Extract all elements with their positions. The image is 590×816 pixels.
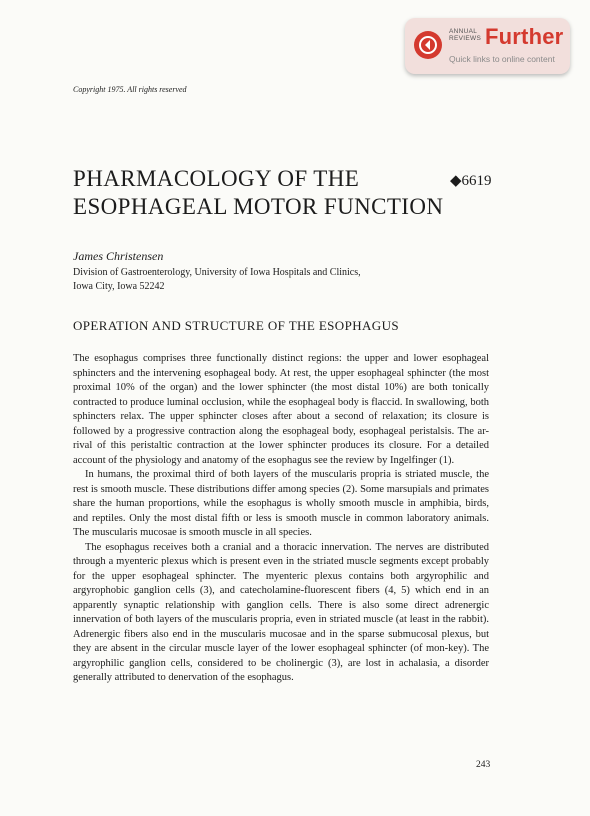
further-logo-icon — [414, 31, 442, 59]
author-affiliation — [73, 266, 361, 294]
body-text — [73, 352, 489, 686]
annual-reviews-further-badge[interactable] — [405, 18, 570, 74]
title-line-1: PHARMACOLOGY OF THE — [73, 166, 360, 191]
section-heading: OPERATION AND STRUCTURE OF THE ESOPHAGUS — [73, 318, 399, 333]
paragraph: The esophagus comprises three functionally distinct regions: the upper and lower esophageal sphincters and the intervening esophageal body. At rest, the upper esophageal sphincter (the most proximal 10% of the organ) and the lower sphincter (the most distal 10%) are both tonically contracted to produce luminal occlusion, while the esophageal body is flaccid. In swallowing, both sphincters relax. The upper sphincter closes after about a second of relaxation; its closure is followed by a progressive contraction along the esophageal body, esophageal peristalsis. The ar-rival of this peristaltic contraction at the lower sphincter produces its closure. For a detailed account of the physiology and anatomy of the esophagus see the review by Ingelfinger (1). — [73, 353, 489, 466]
paragraph: In humans, the proximal third of both layers of the muscularis propria is striated muscle, the rest is smooth muscle. These distributions differ among species (2). Some marsupials and primates share the human proportions, while the esophagus is wholly smooth muscle in amphibia, birds, and reptiles. Only the most distal fifth or less is smooth muscle in common laboratory animals. The muscularis mucosae is smooth muscle in all species. — [73, 469, 489, 538]
affiliation-line-1: Division of Gastroenterology, University of Iowa Hospitals and Clinics, — [73, 267, 361, 278]
annual-reviews-wordmark — [449, 28, 481, 42]
brand-line-2: REVIEWS — [449, 35, 482, 42]
further-subtitle: Quick links to online content — [449, 54, 555, 64]
brand-line-1: ANNUAL — [449, 28, 478, 35]
author-name: James Christensen — [73, 249, 164, 263]
further-label: Further — [485, 24, 564, 49]
title-line-2: ESOPHAGEAL MOTOR FUNCTION — [73, 194, 444, 219]
affiliation-line-2: Iowa City, Iowa 52242 — [73, 281, 165, 292]
copyright-notice: Copyright 1975. All rights reserved — [73, 85, 187, 94]
page-number: 243 — [476, 760, 491, 770]
article-code: ◆6619 — [450, 173, 492, 189]
article-title — [73, 165, 443, 221]
paragraph: The esophagus receives both a cranial and a thoracic innervation. The nerves are distributed through a myenteric plexus which is present even in the striated muscle segments except probably for the upper esophageal sphincter. The myenteric plexus contains both argyrophilic and argyrophobic ganglion cells (3), and catecholamine-fluorescent fibers (4, 5) which end in an apparently synaptic relationship with ganglion cells. There is also some direct adrenergic innervation of both layers of the muscularis propria, even in striated muscle (at least in the rabbit). Adrenergic fibers also end in the muscularis mucosae and in the sparse submucosal plexus, but they are absent in the circular muscle layer of the lower esophageal sphincter (of mon-key). The argyrophilic ganglion cells, considered to be cholinergic (3), are lost in achalasia, a disorder generally attributed to denervation of the esophagus. — [73, 541, 489, 683]
